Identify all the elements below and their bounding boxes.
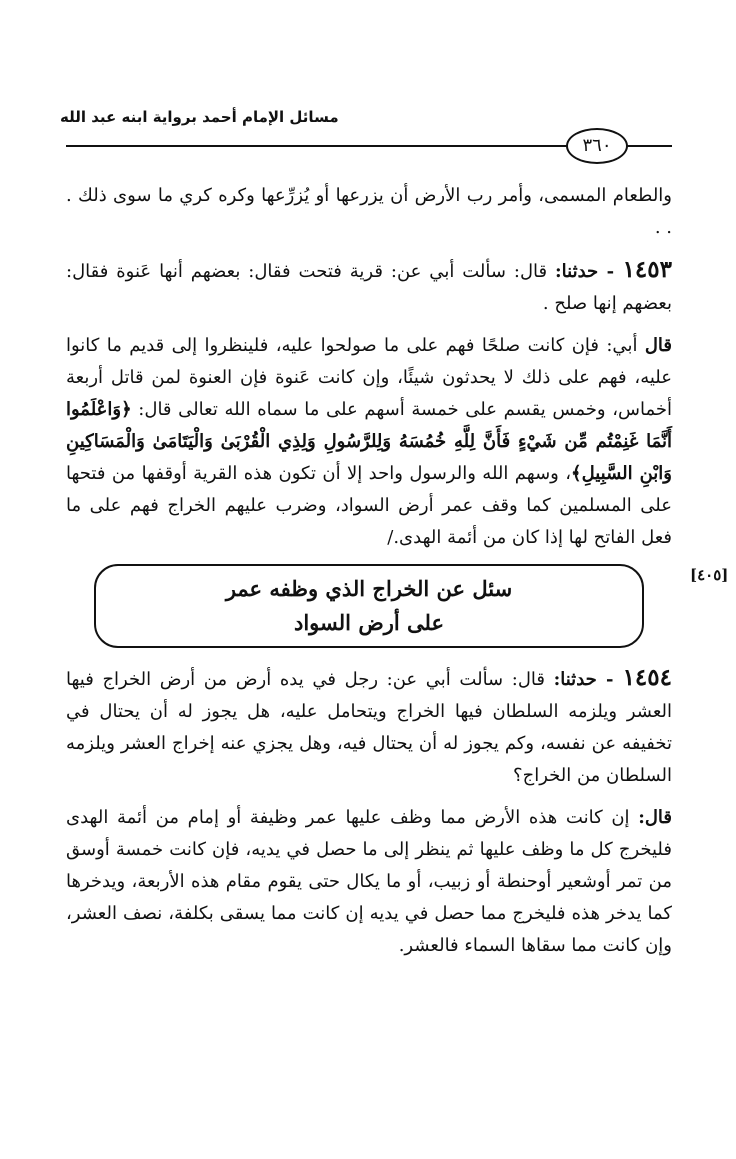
answer-label: قال bbox=[644, 335, 672, 356]
narration-label: - حدثنا: bbox=[553, 669, 623, 690]
paragraph-text: إن كانت هذه الأرض مما وظف عليها عمر وظيفة أو إمام من أئمة الهدى فليخرج كل ما وظف عليها ثم ينظر إلى ما حصل في يديه، فإن كانت خمسة أوسق من تمر أوشعير أوحنطة أو زبيب، أو ما يكال حتى يقوم مقام هذه الأربعة، ويدخرها كما يدخر هذه فليخرج مما حصل في يديه إن كانت مما يسقى بكلفة، نصف العشر، وإن كانت مما سقاها السماء فالعشر. bbox=[66, 807, 673, 956]
paragraph-continuation: والطعام المسمى، وأمر رب الأرض أن يزرعها أو يُزرِّعها وكره كري ما سوى ذلك . . . bbox=[66, 185, 672, 238]
page-number: ٣٦٠ bbox=[566, 128, 628, 164]
paragraph-1453 bbox=[66, 254, 672, 320]
question-number: ١٤٥٣ bbox=[622, 256, 672, 283]
paragraph-text: ، وسهم الله والرسول واحد إلا أن تكون هذه القرية أوقفها من فتحها على المسلمين كما وقف عمر أرض السواد، وضرب عليهم الخراج فهم على ما فعل الفاتح لها إذا كان من أئمة الهدى./ bbox=[66, 463, 672, 548]
paragraph-answer bbox=[66, 330, 672, 554]
section-heading-line1: سئل عن الخراج الذي وظفه عمر bbox=[225, 576, 513, 601]
question-number: ١٤٥٤ bbox=[622, 664, 672, 691]
page-body bbox=[66, 180, 672, 972]
margin-reference: [٤٠٥] bbox=[690, 566, 729, 584]
section-heading-box bbox=[94, 564, 644, 648]
section-heading-line2: على أرض السواد bbox=[294, 610, 444, 635]
paragraph-answer bbox=[66, 802, 672, 962]
paragraph-1454 bbox=[66, 662, 672, 792]
paragraph-text: أبي: فإن كانت صلحًا فهم على ما صولحوا عليه، فلينظروا إلى قديم ما كانوا عليه، فهم على ذلك لا يحدثون شيئًا، وإن كانت عَنوة فإن العنوة لمن قاتل أربعة أخماس، وخمس يقسم على خمسة أسهم على ما سماه الله تعالى قال: bbox=[66, 335, 672, 420]
quran-verse: ﴿وَاعْلَمُوا أَنَّمَا غَنِمْتُم مِّن شَيْءٍ فَأَنَّ لِلَّهِ خُمُسَهُ وَلِلرَّسُولِ وَلِذِي الْقُرْبَىٰ وَالْيَتَامَىٰ وَالْمَسَاكِينِ وَابْنِ السَّبِيلِ﴾ bbox=[66, 399, 672, 484]
narration-label: - حدثنا: bbox=[555, 261, 623, 282]
paragraph-text: قال: سألت أبي عن: قرية فتحت فقال: بعضهم أنها عَنوة فقال: بعضهم إنها صلح . bbox=[66, 261, 672, 314]
running-header-title: مسائل الإمام أحمد برواية ابنه عبد الله bbox=[60, 108, 339, 126]
paragraph-text: قال: سألت أبي عن: رجل في يده أرض من أرض الخراج فيها العشر ويلزمه السلطان فيها الخراج ويتحامل عليه، هل يجوز له أن يحتال في تخفيفه عن نفسه، وكم يجوز له أن يحتال فيه، وهل يجزي عنه إخراج العشر ويلزمه السلطان من الخراج؟ bbox=[66, 669, 672, 786]
answer-label: قال: bbox=[638, 807, 672, 828]
